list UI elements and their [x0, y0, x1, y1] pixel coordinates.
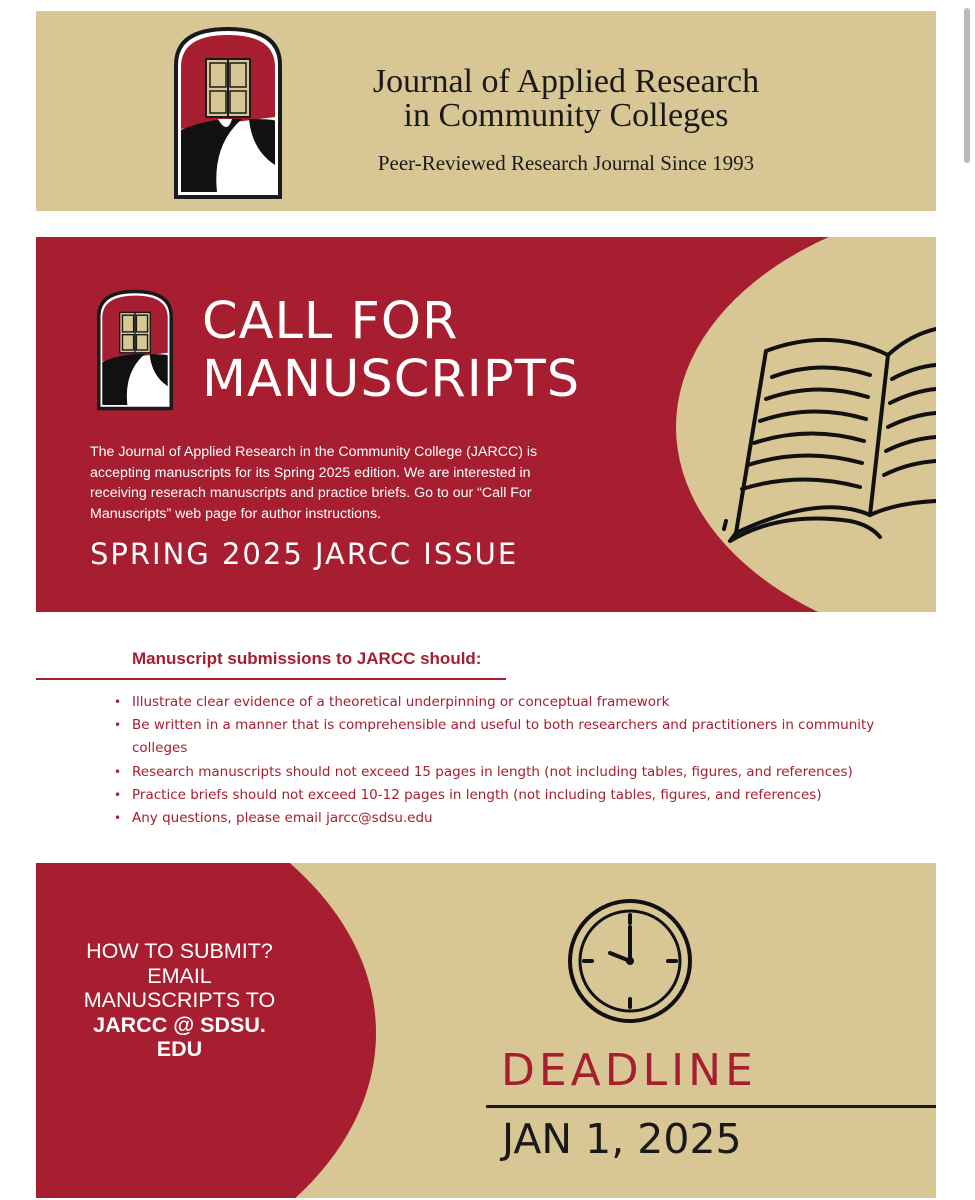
deadline-divider — [486, 1105, 936, 1108]
issue-label: SPRING 2025 JARCC ISSUE — [90, 537, 519, 571]
submit-line1: HOW TO SUBMIT? — [86, 939, 273, 963]
submission-deadline-panel — [36, 863, 936, 1198]
journal-subtitle: Peer-Reviewed Research Journal Since 1993 — [377, 151, 755, 175]
call-description: The Journal of Applied Research in the Community College (JARCC) is accepting manuscripts for its Spring 2025 edition. We are interested in receiving reserach manuscripts and practice briefs. Go to our “Call For Manuscripts” web page for author instructions. — [90, 444, 538, 522]
cfm-title-line2: MANUSCRIPTS — [202, 350, 581, 409]
journal-title-line2: in Community Colleges — [403, 97, 729, 134]
scrollbar[interactable] — [964, 8, 970, 163]
requirements-list — [112, 691, 902, 830]
submit-email-line1: JARCC @ SDSU. — [93, 1012, 266, 1037]
journal-logo-door-icon — [96, 288, 174, 412]
journal-logo-door-icon — [172, 25, 284, 201]
clock-icon — [566, 897, 694, 1025]
open-book-icon — [720, 315, 936, 555]
journal-title-line1: Journal of Applied Research — [372, 63, 760, 100]
deadline-date: JAN 1, 2025 — [502, 1115, 742, 1163]
journal-header — [36, 11, 936, 211]
submit-email-line2: EDU — [156, 1037, 203, 1061]
list-item: • Any questions, please email jarcc@sdsu.edu — [112, 807, 902, 830]
list-item: • Practice briefs should not exceed 10-12 pages in length (not including tables, figures, and references) — [112, 784, 902, 807]
call-for-manuscripts-title — [202, 293, 580, 409]
cfm-title-line1: CALL FOR — [202, 292, 459, 351]
call-for-manuscripts-banner — [36, 237, 936, 612]
list-item: • Be written in a manner that is comprehensible and useful to both researchers and practitioners in community colleges — [112, 714, 902, 760]
deadline-label: DEADLINE — [501, 1045, 757, 1096]
how-to-submit-text — [72, 939, 287, 1062]
journal-title — [311, 65, 821, 133]
submit-line3: MANUSCRIPTS TO — [83, 988, 276, 1012]
requirements-heading: Manuscript submissions to JARCC should: — [132, 649, 482, 668]
list-item: • Research manuscripts should not exceed 15 pages in length (not including tables, figures, and references) — [112, 761, 902, 784]
submit-line2: EMAIL — [147, 963, 212, 988]
list-item: • Illustrate clear evidence of a theoretical underpinning or conceptual framework — [112, 691, 902, 714]
requirements-divider — [36, 678, 506, 680]
